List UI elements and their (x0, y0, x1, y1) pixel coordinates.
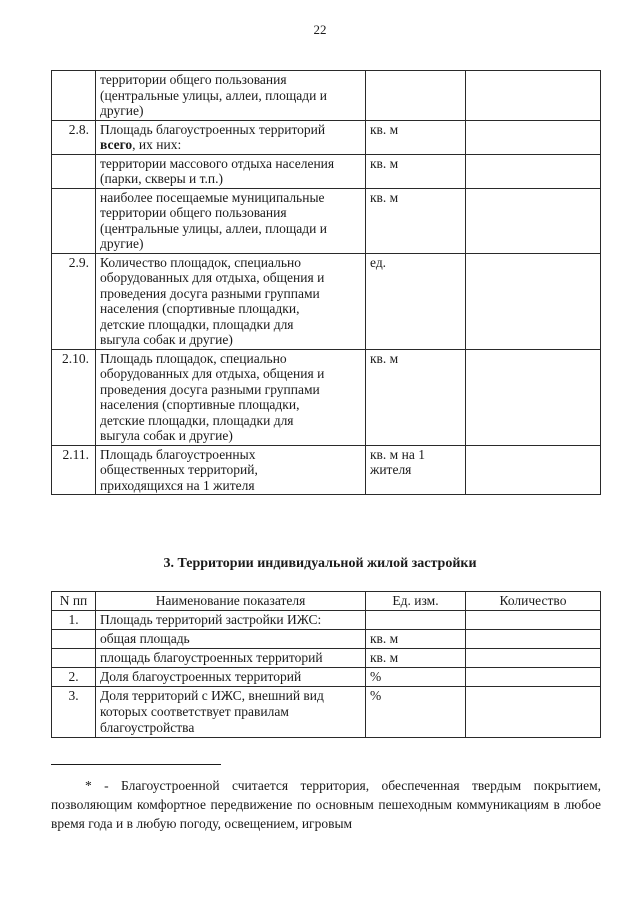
indicator-name (96, 120, 366, 154)
cell-text-line: благоустройства (100, 720, 195, 735)
cell-text-line: оборудованных для отдыха, общения и (100, 366, 325, 381)
cell-text-line: Доля территорий с ИЖС, внешний вид (100, 688, 324, 703)
cell-text-line: приходящихся на 1 жителя (100, 477, 255, 493)
row-number: 2.9. (52, 253, 96, 349)
quantity-cell (466, 649, 601, 668)
table-header-row (52, 592, 601, 611)
cell-text-line: общая площадь (100, 631, 190, 646)
table-row (52, 611, 601, 630)
cell-text-line: (центральные улицы, аллеи, площади и (100, 220, 327, 236)
indicator-name-tail: , их них: (132, 137, 182, 152)
cell-text-line: Площадь благоустроенных территорий (100, 121, 326, 137)
unit-of-measure (366, 445, 466, 495)
cell-text-line: (центральные улицы, аллеи, площади и (100, 87, 327, 103)
cell-text-line: населения (спортивные площадки, (100, 397, 300, 412)
cell-text-line: выгула собак и другие) (100, 428, 233, 443)
cell-text-line: проведения досуга разными группами (100, 285, 320, 301)
value-cell (466, 349, 601, 445)
header-unit: Ед. изм. (366, 592, 466, 611)
indicator-name (96, 154, 366, 188)
quantity-cell (466, 611, 601, 630)
unit-of-measure (366, 154, 466, 188)
cell-text-line: проведения досуга разными группами (100, 381, 320, 397)
indicator-name (96, 687, 366, 738)
cell-text-line: другие) (100, 236, 144, 251)
indicator-name (96, 649, 366, 668)
unit-of-measure (366, 71, 466, 121)
cell-text-line: территории массового отдыха населения (100, 155, 335, 171)
row-number (52, 630, 96, 649)
unit-of-measure (366, 120, 466, 154)
cell-text-line: детские площадки, площадки для (100, 412, 294, 428)
table-row (52, 154, 601, 188)
unit-of-measure (366, 253, 466, 349)
cell-text-line: Площадь территорий застройки ИЖС: (100, 612, 322, 627)
cell-text-line: наиболее посещаемые муниципальные (100, 189, 325, 205)
cell-text-line: ед. (370, 254, 387, 270)
indicator-name (96, 668, 366, 687)
cell-text-line: кв. м (370, 189, 399, 205)
cell-text-line: Доля благоустроенных территорий (100, 669, 302, 684)
indicator-name (96, 630, 366, 649)
row-number (52, 188, 96, 253)
cell-text-line: общественных территорий, (100, 462, 258, 477)
unit-of-measure: % (366, 687, 466, 738)
row-number: 2. (52, 668, 96, 687)
value-cell (466, 154, 601, 188)
cell-text-line: кв. м (370, 155, 399, 171)
row-number: 2.11. (52, 445, 96, 495)
indicator-name (96, 349, 366, 445)
footnote-text: * - Благоустроенной считается территория, обеспеченная твердым покрытием, позволяющим комфортное передвижение по основным пешеходным коммуникациям в любое время года и в любую погоду, освещением, игровым (51, 778, 601, 831)
row-number: 3. (52, 687, 96, 738)
ihs-territories-table (51, 591, 601, 738)
cell-text-line: населения (спортивные площадки, (100, 301, 300, 316)
table-row (52, 687, 601, 738)
indicator-name (96, 253, 366, 349)
quantity-cell (466, 630, 601, 649)
value-cell (466, 253, 601, 349)
table-row (52, 668, 601, 687)
indicator-name-bold: всего (100, 137, 133, 152)
unit-of-measure (366, 188, 466, 253)
cell-text-line: Площадь площадок, специально (100, 350, 287, 366)
table-row (52, 630, 601, 649)
row-number (52, 649, 96, 668)
table-row (52, 120, 601, 154)
quantity-cell (466, 668, 601, 687)
row-number: 2.10. (52, 349, 96, 445)
cell-text-line: другие) (100, 103, 144, 118)
header-num: N пп (52, 592, 96, 611)
cell-text-line: Количество площадок, специально (100, 254, 301, 270)
cell-text-line: площадь благоустроенных территорий (100, 650, 323, 665)
unit-of-measure (366, 349, 466, 445)
cell-text-line: территории общего пользования (100, 205, 287, 220)
table-row (52, 649, 601, 668)
value-cell (466, 120, 601, 154)
section-3-title: 3. Территории индивидуальной жилой застройки (163, 556, 477, 571)
cell-text-line: (парки, скверы и т.п.) (100, 171, 223, 186)
value-cell (466, 188, 601, 253)
cell-text-line: выгула собак и другие) (100, 332, 233, 347)
cell-text-line: территории общего пользования (100, 72, 287, 87)
footnote-divider (51, 764, 221, 765)
unit-of-measure (366, 611, 466, 630)
indicator-name (96, 445, 366, 495)
header-name: Наименование показателя (96, 592, 366, 611)
header-quantity: Количество (466, 592, 601, 611)
table-row (52, 349, 601, 445)
indicator-name (96, 188, 366, 253)
unit-of-measure: % (366, 668, 466, 687)
indicators-table-continued (51, 70, 601, 495)
unit-of-measure: кв. м (366, 649, 466, 668)
cell-text-line: детские площадки, площадки для (100, 316, 294, 332)
table-row (52, 445, 601, 495)
page-number: 22 (313, 22, 327, 37)
cell-text-line: жителя (370, 462, 412, 477)
cell-text-line: которых соответствует правилам (100, 704, 289, 719)
table-row (52, 253, 601, 349)
quantity-cell (466, 687, 601, 738)
value-cell (466, 71, 601, 121)
row-number: 2.8. (52, 120, 96, 154)
table-row (52, 71, 601, 121)
unit-of-measure: кв. м (366, 630, 466, 649)
indicator-name (96, 71, 366, 121)
cell-text-line: кв. м (370, 350, 399, 366)
value-cell (466, 445, 601, 495)
cell-text-line: оборудованных для отдыха, общения и (100, 270, 325, 285)
row-number (52, 154, 96, 188)
cell-text-line: Площадь благоустроенных (100, 446, 256, 462)
cell-text-line: кв. м на 1 (370, 446, 425, 462)
table-row (52, 188, 601, 253)
row-number: 1. (52, 611, 96, 630)
row-number (52, 71, 96, 121)
cell-text-line: кв. м (370, 121, 399, 137)
indicator-name (96, 611, 366, 630)
